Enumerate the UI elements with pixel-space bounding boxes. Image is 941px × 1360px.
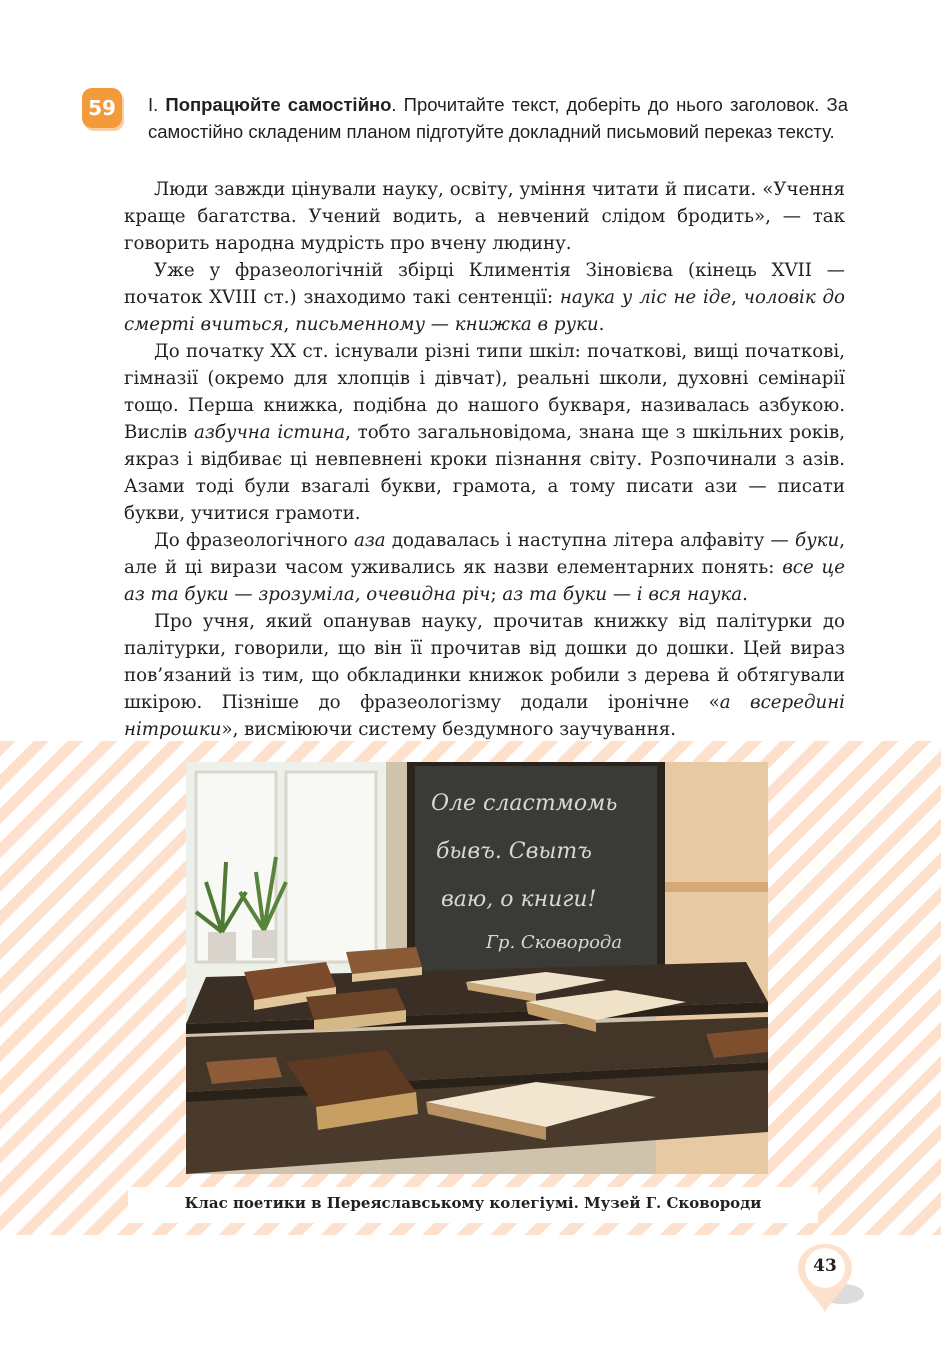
separator: додавалась і наступна літера алфавіту —	[385, 530, 795, 551]
paragraph-4	[124, 527, 845, 608]
task-bold-heading: Попрацюйте самостійно	[165, 94, 392, 115]
paragraph-end: », висміюючи систему бездумного заучування.	[221, 719, 676, 740]
phrase-italic: чоловік до смерті вчиться	[124, 287, 845, 335]
blackboard-line: Гр. Сковорода	[486, 932, 623, 953]
paragraph-1: Люди завжди цінували науку, освіту, уміння читати й писати. «Учення краще багатства. Учений водить, а невчений слідом бродить», — так говорить народна мудрість про вчену людину.	[124, 179, 845, 254]
figure-caption: Клас поетики в Переяславському колегіумі. Музей Г. Сковороди	[184, 1194, 762, 1212]
task-numeral: I.	[148, 94, 159, 115]
classroom-illustration	[186, 762, 768, 1174]
task-text: . Прочитайте текст, доберіть до нього заголовок. За самостійно складеним планом підготуйте докладний письмовий переказ тексту.	[148, 94, 848, 142]
phrase-italic: все це аз та буки — зрозуміла, очевидна річ	[124, 557, 845, 605]
main-text	[124, 176, 845, 743]
blackboard-line: бывъ. Свытъ	[436, 839, 592, 864]
blackboard-line: ваю, о книги!	[441, 887, 597, 912]
phrase-italic: азбучна істина	[194, 422, 346, 443]
paragraph-3	[124, 338, 845, 527]
blackboard	[411, 762, 661, 977]
phrase-italic: а всередині нітрошки	[124, 692, 845, 740]
separator: ;	[490, 584, 503, 605]
page-number: 43	[813, 1256, 837, 1276]
classroom-photo	[186, 762, 768, 1174]
paragraph-end: .	[598, 314, 605, 335]
phrase-italic: аз та буки — і вся наука	[502, 584, 743, 605]
paragraph-5-text: Про учня, який опанував науку, прочитав книжку від палітурки до палітурки, говорили, що він її прочитав від дошки до дошки. Цей вираз пов’язаний із тим, що обкладинки книжок робили з дерева й обтягували шкірою. Пізніше до фразеологізму додали іронічне «	[124, 611, 845, 713]
exercise-number-badge: 59	[82, 88, 122, 128]
phrase-italic: письменному — книжка в руки	[295, 314, 599, 335]
separator: ,	[283, 314, 296, 335]
separator: , але й ці вирази часом уживались як назви елементарних понять:	[124, 530, 845, 578]
paragraph-end: .	[742, 584, 748, 605]
paragraph-3-text: До початку XX ст. існували різні типи шкіл: початкові, вищі початкові, гімназії (окремо для хлопців і дівчат), реальні школи, духовні семінарії тощо. Перша книжка, подібна до нашого букваря, називалась азбукою. Вислів	[124, 341, 845, 443]
page-number-marker	[794, 1240, 866, 1320]
blackboard-line: Оле сластмомь	[431, 791, 618, 816]
phrase-italic: буки	[794, 530, 840, 551]
paragraph-5	[124, 608, 845, 743]
map-pin-icon	[794, 1240, 866, 1320]
separator: ,	[731, 287, 744, 308]
paragraph-2	[124, 257, 845, 338]
paragraph-end: , тобто загальновідома, знана ще з шкільних років, якраз і відбиває ці невпевнені кроки пізнання світу. Розпочинали з азів. Азами тоді були взагалі букви, грамота, а тому писати ази — писати букви, учитися грамоти.	[124, 422, 845, 524]
phrase-italic: аза	[353, 530, 386, 551]
phrase-italic: наука у ліс не іде	[559, 287, 732, 308]
paragraph-4-text: До фразеологічного	[154, 530, 354, 551]
task-instruction	[148, 91, 848, 145]
paragraph-2-text: Уже у фразеологічній збірці Климентія Зіновієва (кінець XVII — початок XVIII ст.) знаходимо такі сентенції:	[124, 260, 845, 308]
